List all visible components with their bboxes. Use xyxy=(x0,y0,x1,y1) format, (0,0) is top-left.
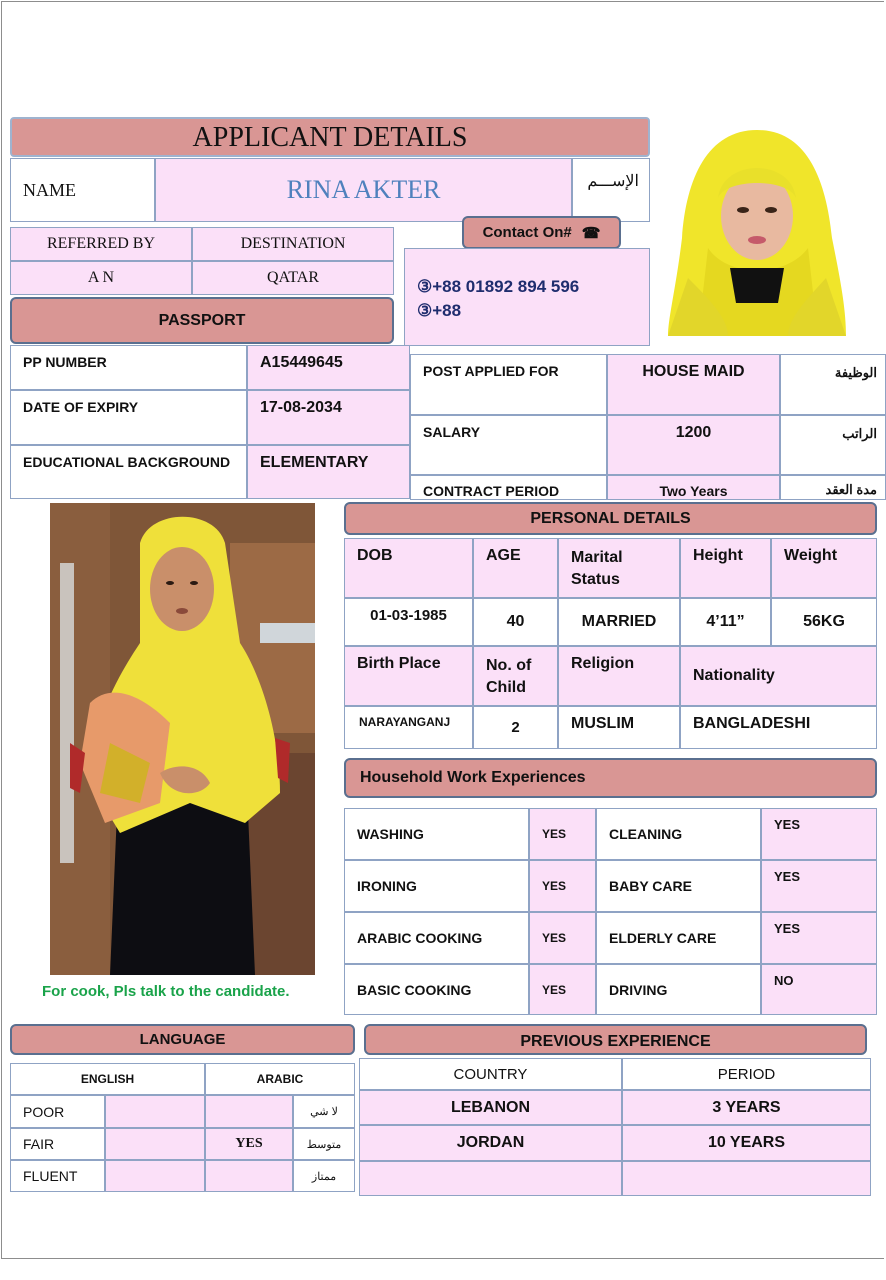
language-poor-arabic xyxy=(205,1095,293,1128)
skill-ironing-label: IRONING xyxy=(344,860,529,912)
contact-box xyxy=(404,248,650,346)
cook-note: For cook, Pls talk to the candidate. xyxy=(42,983,290,1000)
skill-arabic-cooking-value: YES xyxy=(529,912,596,964)
applicant-full-photo xyxy=(50,503,315,975)
language-fair-label: FAIR xyxy=(10,1128,105,1160)
skill-cleaning-label: CLEANING xyxy=(596,808,761,860)
marital-value: MARRIED xyxy=(558,598,680,646)
contact-header xyxy=(462,216,621,249)
expiry-label: DATE OF EXPIRY xyxy=(10,390,247,445)
dob-value: 01-03-1985 xyxy=(344,598,473,646)
post-arabic-label: الوظيفة xyxy=(780,354,886,415)
language-col-arabic: ARABIC xyxy=(205,1063,355,1095)
age-value: 40 xyxy=(473,598,558,646)
page-title: APPLICANT DETAILS xyxy=(10,117,650,157)
destination-value: QATAR xyxy=(192,261,394,295)
passport-header: PASSPORT xyxy=(10,297,394,344)
contract-label: CONTRACT PERIOD xyxy=(410,475,607,500)
phone-icon: ☎ xyxy=(581,224,601,242)
language-poor-label: POOR xyxy=(10,1095,105,1128)
children-value: 2 xyxy=(473,706,558,749)
previous-col-country: COUNTRY xyxy=(359,1058,622,1090)
skill-cleaning-value: YES xyxy=(761,808,877,860)
name-arabic-label: الإســـم xyxy=(572,158,650,222)
skill-driving-value: NO xyxy=(761,964,877,1015)
destination-label: DESTINATION xyxy=(192,227,394,261)
weight-label: Weight xyxy=(771,538,877,598)
dob-label: DOB xyxy=(344,538,473,598)
language-poor-english xyxy=(105,1095,205,1128)
height-label: Height xyxy=(680,538,771,598)
skill-babycare-label: BABY CARE xyxy=(596,860,761,912)
education-label: EDUCATIONAL BACKGROUND xyxy=(10,445,247,499)
previous-row-1-country: LEBANON xyxy=(359,1090,622,1125)
referred-by-label: REFERRED BY xyxy=(10,227,192,261)
children-label: No. of Child xyxy=(473,646,558,706)
skill-ironing-value: YES xyxy=(529,860,596,912)
previous-row-2-period: 10 YEARS xyxy=(622,1125,871,1161)
contract-arabic-label: مدة العقد xyxy=(780,475,886,500)
name-label: NAME xyxy=(10,158,155,222)
skill-driving-label: DRIVING xyxy=(596,964,761,1015)
name-value: RINA AKTER xyxy=(155,158,572,222)
post-value: HOUSE MAID xyxy=(607,354,780,415)
education-value: ELEMENTARY xyxy=(247,445,410,499)
religion-value: MUSLIM xyxy=(558,706,680,749)
skill-elderlycare-label: ELDERLY CARE xyxy=(596,912,761,964)
skill-elderlycare-value: YES xyxy=(761,912,877,964)
language-fair-ar: متوسط xyxy=(293,1128,355,1160)
age-label: AGE xyxy=(473,538,558,598)
skill-basic-cooking-label: BASIC COOKING xyxy=(344,964,529,1015)
language-fluent-ar: ممتاز xyxy=(293,1160,355,1192)
previous-row-3-period xyxy=(622,1161,871,1196)
marital-label: Marital Status xyxy=(558,538,680,598)
skill-washing-label: WASHING xyxy=(344,808,529,860)
language-col-english: ENGLISH xyxy=(10,1063,205,1095)
previous-experience-header: PREVIOUS EXPERIENCE xyxy=(364,1024,867,1055)
household-header: Household Work Experiences xyxy=(344,758,877,798)
language-fair-arabic: YES xyxy=(205,1128,293,1160)
salary-arabic-label: الراتب xyxy=(780,415,886,475)
previous-row-1-period: 3 YEARS xyxy=(622,1090,871,1125)
skill-babycare-value: YES xyxy=(761,860,877,912)
skill-arabic-cooking-label: ARABIC COOKING xyxy=(344,912,529,964)
salary-label: SALARY xyxy=(410,415,607,475)
religion-label: Religion xyxy=(558,646,680,706)
nationality-value: BANGLADESHI xyxy=(680,706,877,749)
language-poor-ar: لا شي xyxy=(293,1095,355,1128)
phone-number-2: ③+88 xyxy=(417,301,462,320)
weight-value: 56KG xyxy=(771,598,877,646)
language-header: LANGUAGE xyxy=(10,1024,355,1055)
pp-number-label: PP NUMBER xyxy=(10,345,247,390)
applicant-portrait-photo xyxy=(668,128,846,336)
previous-col-period: PERIOD xyxy=(622,1058,871,1090)
skill-basic-cooking-value: YES xyxy=(529,964,596,1015)
phone-number-1: ③+88 01892 894 596 xyxy=(417,277,580,296)
referred-by-value: A N xyxy=(10,261,192,295)
birthplace-value: NARAYANGANJ xyxy=(344,706,473,749)
post-label: POST APPLIED FOR xyxy=(410,354,607,415)
personal-details-header: PERSONAL DETAILS xyxy=(344,502,877,535)
language-fluent-arabic xyxy=(205,1160,293,1192)
height-value: 4’11” xyxy=(680,598,771,646)
salary-value: 1200 xyxy=(607,415,780,475)
nationality-label: Nationality xyxy=(680,646,877,706)
language-fair-english xyxy=(105,1128,205,1160)
birthplace-label: Birth Place xyxy=(344,646,473,706)
expiry-value: 17-08-2034 xyxy=(247,390,410,445)
pp-number-value: A15449645 xyxy=(247,345,410,390)
contact-label: Contact On# xyxy=(482,224,572,241)
language-fluent-label: FLUENT xyxy=(10,1160,105,1192)
previous-row-3-country xyxy=(359,1161,622,1196)
contract-value: Two Years xyxy=(607,475,780,500)
skill-washing-value: YES xyxy=(529,808,596,860)
previous-row-2-country: JORDAN xyxy=(359,1125,622,1161)
language-fluent-english xyxy=(105,1160,205,1192)
